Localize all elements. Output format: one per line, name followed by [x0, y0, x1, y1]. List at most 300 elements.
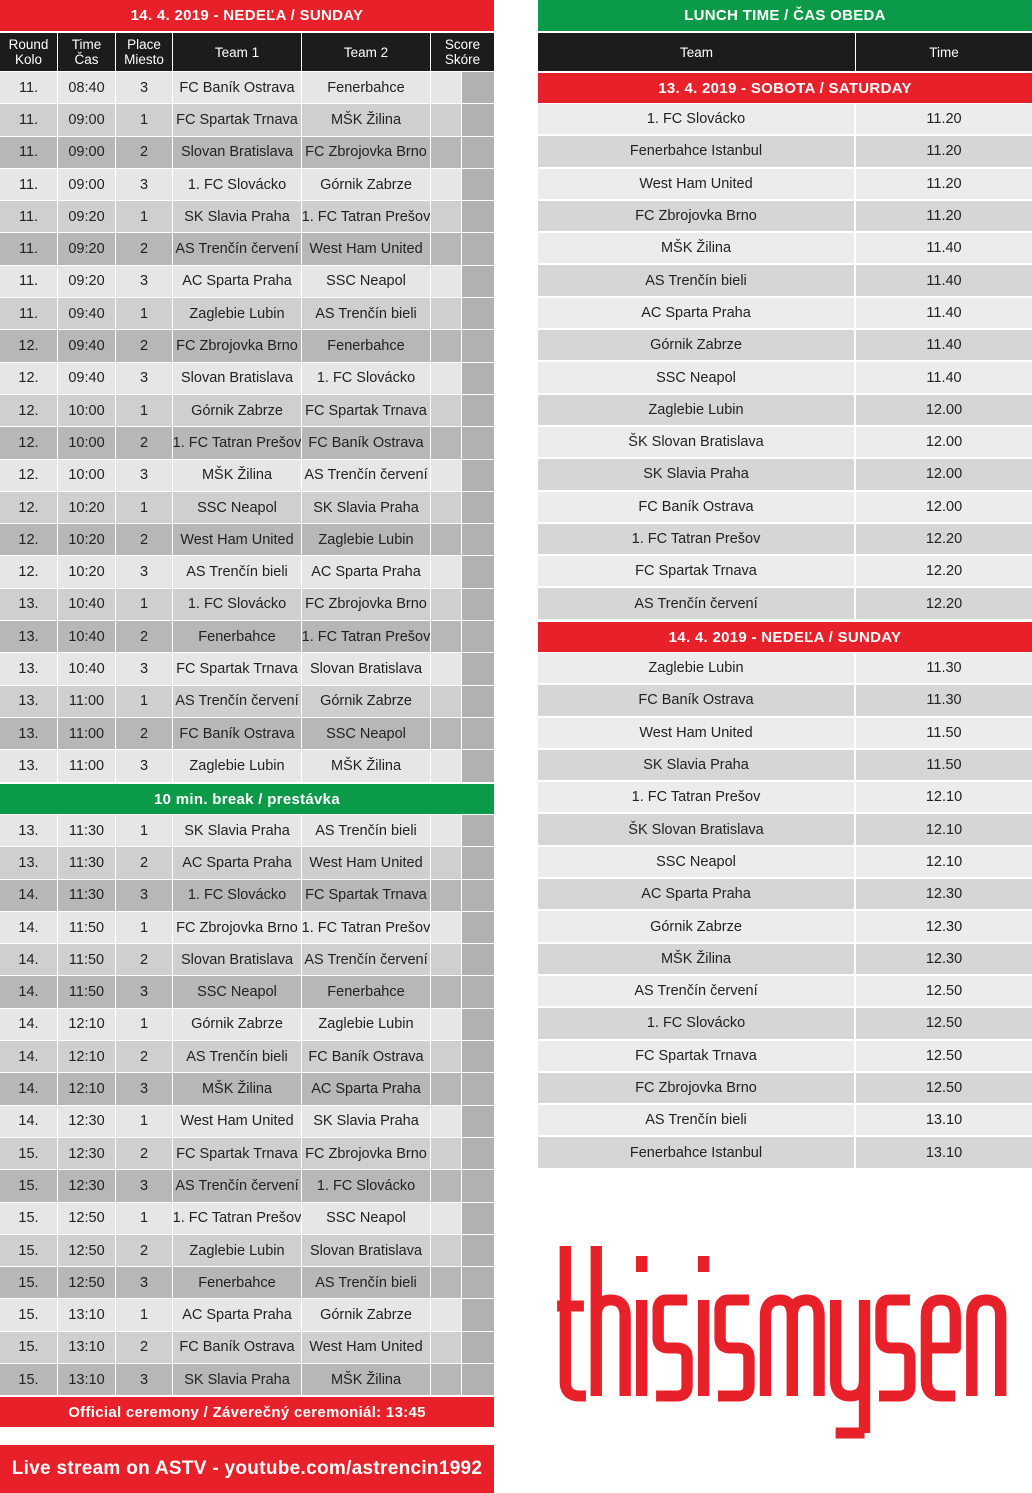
lunch-team-cell: ŠK Slovan Bratislava — [538, 427, 856, 457]
score-home-cell[interactable] — [431, 621, 462, 652]
score-away-cell[interactable] — [462, 427, 494, 458]
lunch-row — [538, 782, 1032, 814]
team1-cell: West Ham United — [173, 1106, 302, 1137]
lunch-row — [538, 976, 1032, 1008]
place-cell: 2 — [116, 524, 173, 555]
score-away-cell[interactable] — [462, 880, 494, 911]
place-cell: 3 — [116, 1364, 173, 1395]
lunch-time-cell: 12.10 — [925, 789, 963, 806]
schedule-table-part1 — [0, 72, 494, 783]
round-cell: 15. — [0, 1364, 58, 1395]
lunch-team-cell: SSC Neapol — [538, 847, 856, 877]
header-score: Score Skóre — [444, 37, 481, 67]
round-cell: 12. — [0, 395, 58, 426]
lunch-row — [538, 1008, 1032, 1040]
lunch-sunday-table — [538, 653, 1032, 1170]
time-cell: 10:40 — [58, 653, 116, 684]
score-home-cell[interactable] — [431, 1073, 462, 1104]
place-cell: 2 — [116, 137, 173, 168]
match-row — [0, 750, 494, 782]
time-cell: 12:50 — [58, 1235, 116, 1266]
place-cell: 3 — [116, 266, 173, 297]
round-cell: 12. — [0, 460, 58, 491]
round-cell: 12. — [0, 330, 58, 361]
lunch-saturday-title: 13. 4. 2019 - SOBOTA / SATURDAY — [538, 73, 1032, 103]
score-away-cell[interactable] — [462, 1203, 494, 1234]
score-home-cell[interactable] — [431, 653, 462, 684]
round-cell: 11. — [0, 104, 58, 135]
score-away-cell[interactable] — [462, 363, 494, 394]
team2-cell: West Ham United — [302, 847, 431, 878]
lunch-team-cell: West Ham United — [538, 718, 856, 748]
place-cell: 1 — [116, 912, 173, 943]
score-away-cell[interactable] — [462, 492, 494, 523]
round-cell: 14. — [0, 1073, 58, 1104]
place-cell: 1 — [116, 1203, 173, 1234]
score-away-cell[interactable] — [462, 621, 494, 652]
place-cell: 1 — [116, 1299, 173, 1330]
round-cell: 13. — [0, 718, 58, 749]
match-row — [0, 1170, 494, 1202]
place-cell: 1 — [116, 201, 173, 232]
lunch-team-cell: FC Zbrojovka Brno — [538, 201, 856, 231]
score-away-cell[interactable] — [462, 912, 494, 943]
lunch-team-cell: SSC Neapol — [538, 362, 856, 392]
score-away-cell[interactable] — [462, 556, 494, 587]
score-away-cell[interactable] — [462, 137, 494, 168]
score-home-cell[interactable] — [431, 330, 462, 361]
lunch-row — [538, 298, 1032, 330]
team1-cell: Górnik Zabrze — [173, 395, 302, 426]
match-row — [0, 524, 494, 556]
round-cell: 14. — [0, 1106, 58, 1137]
score-away-cell[interactable] — [462, 653, 494, 684]
time-cell: 09:20 — [58, 266, 116, 297]
header-team1: Team 1 — [173, 33, 302, 71]
round-cell: 15. — [0, 1299, 58, 1330]
score-away-cell[interactable] — [462, 815, 494, 846]
score-home-cell[interactable] — [431, 427, 462, 458]
lunch-team-cell: FC Baník Ostrava — [538, 685, 856, 715]
match-row — [0, 363, 494, 395]
place-cell: 2 — [116, 330, 173, 361]
score-away-cell[interactable] — [462, 1138, 494, 1169]
lunch-time-cell: 12.20 — [925, 563, 963, 580]
score-away-cell[interactable] — [462, 330, 494, 361]
score-away-cell[interactable] — [462, 1073, 494, 1104]
lunch-row — [538, 330, 1032, 362]
round-cell: 12. — [0, 556, 58, 587]
time-cell: 09:00 — [58, 137, 116, 168]
score-home-cell[interactable] — [431, 1267, 462, 1298]
team1-cell: SSC Neapol — [173, 492, 302, 523]
score-away-cell[interactable] — [462, 976, 494, 1007]
team1-cell: AS Trenčín bieli — [173, 556, 302, 587]
place-cell: 2 — [116, 1332, 173, 1363]
score-home-cell[interactable] — [431, 1041, 462, 1072]
team1-cell: Slovan Bratislava — [173, 137, 302, 168]
match-row — [0, 718, 494, 750]
place-cell: 3 — [116, 460, 173, 491]
schedule-table-part2 — [0, 815, 494, 1396]
time-cell: 09:00 — [58, 169, 116, 200]
team2-cell: West Ham United — [302, 233, 431, 264]
team2-cell: Zaglebie Lubin — [302, 524, 431, 555]
match-row — [0, 137, 494, 169]
lunch-team-cell: 1. FC Slovácko — [538, 104, 856, 134]
time-cell: 10:00 — [58, 427, 116, 458]
score-away-cell[interactable] — [462, 169, 494, 200]
score-home-cell[interactable] — [431, 718, 462, 749]
team1-cell: AS Trenčín červení — [173, 1170, 302, 1201]
team1-cell: Slovan Bratislava — [173, 944, 302, 975]
score-home-cell[interactable] — [431, 169, 462, 200]
match-row — [0, 912, 494, 944]
schedule-header — [0, 33, 494, 71]
team1-cell: Górnik Zabrze — [173, 1009, 302, 1040]
score-away-cell[interactable] — [462, 201, 494, 232]
team2-cell: FC Zbrojovka Brno — [302, 589, 431, 620]
score-home-cell[interactable] — [431, 847, 462, 878]
lunch-team-cell: AS Trenčín červení — [538, 588, 856, 618]
header-team2: Team 2 — [302, 33, 431, 71]
score-home-cell[interactable] — [431, 201, 462, 232]
lunch-team-cell: 1. FC Tatran Prešov — [538, 524, 856, 554]
lunch-team-cell: 1. FC Slovácko — [538, 1008, 856, 1038]
round-cell: 15. — [0, 1138, 58, 1169]
lunch-team-cell: AC Sparta Praha — [538, 298, 856, 328]
time-cell: 13:10 — [58, 1364, 116, 1395]
lunch-team-cell: 1. FC Tatran Prešov — [538, 782, 856, 812]
logo-letter — [879, 1300, 910, 1396]
match-row — [0, 1041, 494, 1073]
score-away-cell[interactable] — [462, 72, 494, 103]
match-row — [0, 589, 494, 621]
score-away-cell[interactable] — [462, 750, 494, 781]
score-home-cell[interactable] — [431, 233, 462, 264]
logo-letter — [926, 1300, 955, 1396]
team1-cell: FC Baník Ostrava — [173, 72, 302, 103]
team2-cell: AS Trenčín bieli — [302, 1267, 431, 1298]
team1-cell: West Ham United — [173, 524, 302, 555]
place-cell: 3 — [116, 72, 173, 103]
team2-cell: FC Baník Ostrava — [302, 1041, 431, 1072]
match-row — [0, 880, 494, 912]
score-away-cell[interactable] — [462, 298, 494, 329]
round-cell: 12. — [0, 427, 58, 458]
lunch-row — [538, 265, 1032, 297]
score-away-cell[interactable] — [462, 1267, 494, 1298]
score-home-cell[interactable] — [431, 1332, 462, 1363]
score-away-cell[interactable] — [462, 524, 494, 555]
lunch-row — [538, 1041, 1032, 1073]
lunch-time-cell: 12.00 — [925, 466, 963, 483]
team1-cell: Slovan Bratislava — [173, 363, 302, 394]
time-cell: 09:40 — [58, 298, 116, 329]
score-home-cell[interactable] — [431, 395, 462, 426]
team1-cell: Fenerbahce — [173, 621, 302, 652]
team2-cell: 1. FC Tatran Prešov — [302, 912, 431, 943]
time-cell: 10:00 — [58, 460, 116, 491]
score-home-cell[interactable] — [431, 104, 462, 135]
match-row — [0, 233, 494, 265]
lunch-row — [538, 1137, 1032, 1169]
score-away-cell[interactable] — [462, 1009, 494, 1040]
round-cell: 11. — [0, 201, 58, 232]
match-row — [0, 460, 494, 492]
team1-cell: AC Sparta Praha — [173, 847, 302, 878]
match-row — [0, 298, 494, 330]
score-away-cell[interactable] — [462, 686, 494, 717]
match-row — [0, 1332, 494, 1364]
match-row — [0, 330, 494, 362]
place-cell: 2 — [116, 847, 173, 878]
round-cell: 14. — [0, 1041, 58, 1072]
lunch-time-cell: 11.40 — [926, 369, 962, 386]
team1-cell: SK Slavia Praha — [173, 201, 302, 232]
lunch-row — [538, 169, 1032, 201]
team1-cell: SSC Neapol — [173, 976, 302, 1007]
match-row — [0, 1364, 494, 1396]
score-away-cell[interactable] — [462, 1364, 494, 1395]
score-home-cell[interactable] — [431, 1106, 462, 1137]
place-cell: 1 — [116, 589, 173, 620]
match-row — [0, 395, 494, 427]
match-row — [0, 72, 494, 104]
lunch-row — [538, 911, 1032, 943]
score-away-cell[interactable] — [462, 1170, 494, 1201]
score-home-cell[interactable] — [431, 1203, 462, 1234]
match-row — [0, 1073, 494, 1105]
score-home-cell[interactable] — [431, 976, 462, 1007]
lunch-header — [538, 33, 1032, 71]
score-away-cell[interactable] — [462, 395, 494, 426]
lunch-row — [538, 233, 1032, 265]
score-home-cell[interactable] — [431, 556, 462, 587]
score-away-cell[interactable] — [462, 460, 494, 491]
round-cell: 13. — [0, 653, 58, 684]
score-away-cell[interactable] — [462, 589, 494, 620]
round-cell: 14. — [0, 1009, 58, 1040]
match-row — [0, 266, 494, 298]
lunch-row — [538, 492, 1032, 524]
lunch-team-cell: Górnik Zabrze — [538, 911, 856, 941]
round-cell: 11. — [0, 169, 58, 200]
score-away-cell[interactable] — [462, 1106, 494, 1137]
score-away-cell[interactable] — [462, 944, 494, 975]
team1-cell: AS Trenčín červení — [173, 233, 302, 264]
match-row — [0, 1009, 494, 1041]
place-cell: 2 — [116, 1235, 173, 1266]
match-row — [0, 492, 494, 524]
logo-letter — [836, 1300, 865, 1433]
lunch-row — [538, 104, 1032, 136]
round-cell: 11. — [0, 137, 58, 168]
team2-cell: AS Trenčín bieli — [302, 298, 431, 329]
team2-cell: MŠK Žilina — [302, 750, 431, 781]
lunch-time-cell: 11.40 — [926, 240, 962, 257]
lunch-team-cell: MŠK Žilina — [538, 944, 856, 974]
time-cell: 12:10 — [58, 1073, 116, 1104]
time-cell: 11:30 — [58, 815, 116, 846]
match-row — [0, 1106, 494, 1138]
score-away-cell[interactable] — [462, 1332, 494, 1363]
team2-cell: MŠK Žilina — [302, 1364, 431, 1395]
score-home-cell[interactable] — [431, 72, 462, 103]
lunch-team-cell: SK Slavia Praha — [538, 750, 856, 780]
lunch-row — [538, 362, 1032, 394]
score-home-cell[interactable] — [431, 266, 462, 297]
lunch-team-cell: FC Baník Ostrava — [538, 492, 856, 522]
time-cell: 09:20 — [58, 233, 116, 264]
score-home-cell[interactable] — [431, 1170, 462, 1201]
logo-letter — [972, 1300, 1001, 1396]
team1-cell: Zaglebie Lubin — [173, 298, 302, 329]
team2-cell: Fenerbahce — [302, 330, 431, 361]
round-cell: 13. — [0, 621, 58, 652]
match-row — [0, 169, 494, 201]
place-cell: 1 — [116, 1009, 173, 1040]
score-away-cell[interactable] — [462, 1041, 494, 1072]
score-home-cell[interactable] — [431, 686, 462, 717]
time-cell: 12:50 — [58, 1267, 116, 1298]
match-row — [0, 815, 494, 847]
lunch-time-cell: 11.50 — [926, 757, 962, 774]
time-cell: 13:10 — [58, 1332, 116, 1363]
score-home-cell[interactable] — [431, 1009, 462, 1040]
score-home-cell[interactable] — [431, 750, 462, 781]
lunch-team-cell: FC Spartak Trnava — [538, 1041, 856, 1071]
lunch-time-cell: 11.20 — [926, 175, 962, 192]
score-home-cell[interactable] — [431, 1299, 462, 1330]
match-row — [0, 201, 494, 233]
round-cell: 14. — [0, 976, 58, 1007]
round-cell: 14. — [0, 912, 58, 943]
match-row — [0, 556, 494, 588]
round-cell: 13. — [0, 847, 58, 878]
team1-cell: Zaglebie Lubin — [173, 750, 302, 781]
place-cell: 2 — [116, 427, 173, 458]
round-cell: 11. — [0, 266, 58, 297]
time-cell: 11:50 — [58, 976, 116, 1007]
team1-cell: AC Sparta Praha — [173, 1299, 302, 1330]
score-home-cell[interactable] — [431, 524, 462, 555]
lunch-team-cell: Zaglebie Lubin — [538, 653, 856, 683]
team1-cell: 1. FC Slovácko — [173, 589, 302, 620]
score-home-cell[interactable] — [431, 137, 462, 168]
header-place: Place Miesto — [116, 33, 173, 71]
lunch-time-cell: 11.20 — [926, 143, 962, 160]
score-away-cell[interactable] — [462, 847, 494, 878]
lunch-time-cell: 11.50 — [926, 724, 962, 741]
team2-cell: Fenerbahce — [302, 72, 431, 103]
score-home-cell[interactable] — [431, 589, 462, 620]
match-row — [0, 1235, 494, 1267]
time-cell: 09:40 — [58, 330, 116, 361]
time-cell: 10:20 — [58, 492, 116, 523]
place-cell: 3 — [116, 169, 173, 200]
time-cell: 10:20 — [58, 524, 116, 555]
score-home-cell[interactable] — [431, 363, 462, 394]
logo-letter — [557, 1246, 586, 1396]
lunch-row — [538, 524, 1032, 556]
score-home-cell[interactable] — [431, 298, 462, 329]
team2-cell: SSC Neapol — [302, 266, 431, 297]
logo-letter — [656, 1300, 687, 1396]
lunch-time-cell: 12.50 — [925, 1015, 963, 1032]
score-home-cell[interactable] — [431, 1364, 462, 1395]
header-time: Time Čas — [58, 33, 116, 71]
place-cell: 1 — [116, 815, 173, 846]
match-row — [0, 653, 494, 685]
lunch-time-cell: 11.40 — [926, 337, 962, 354]
place-cell: 3 — [116, 653, 173, 684]
lunch-row — [538, 814, 1032, 846]
score-home-cell[interactable] — [431, 460, 462, 491]
team2-cell: FC Baník Ostrava — [302, 427, 431, 458]
time-cell: 11:50 — [58, 944, 116, 975]
team2-cell: Fenerbahce — [302, 976, 431, 1007]
lunch-saturday-table — [538, 104, 1032, 621]
score-away-cell[interactable] — [462, 266, 494, 297]
score-away-cell[interactable] — [462, 718, 494, 749]
round-cell: 11. — [0, 298, 58, 329]
lunch-team-cell: Fenerbahce Istanbul — [538, 1137, 856, 1167]
lunch-row — [538, 201, 1032, 233]
lunch-time-cell: 13.10 — [925, 1144, 963, 1161]
score-home-cell[interactable] — [431, 944, 462, 975]
team1-cell: 1. FC Slovácko — [173, 169, 302, 200]
lunch-row — [538, 556, 1032, 588]
team1-cell: 1. FC Slovácko — [173, 880, 302, 911]
score-home-cell[interactable] — [431, 1138, 462, 1169]
score-away-cell[interactable] — [462, 233, 494, 264]
score-away-cell[interactable] — [462, 1235, 494, 1266]
round-cell: 15. — [0, 1267, 58, 1298]
lunch-team-cell: SK Slavia Praha — [538, 459, 856, 489]
score-home-cell[interactable] — [431, 1235, 462, 1266]
time-cell: 09:40 — [58, 363, 116, 394]
round-cell: 14. — [0, 944, 58, 975]
team2-cell: SSC Neapol — [302, 718, 431, 749]
lunch-row — [538, 395, 1032, 427]
match-row — [0, 427, 494, 459]
round-cell: 11. — [0, 233, 58, 264]
place-cell: 1 — [116, 298, 173, 329]
score-away-cell[interactable] — [462, 1299, 494, 1330]
score-home-cell[interactable] — [431, 492, 462, 523]
time-cell: 09:20 — [58, 201, 116, 232]
logo-letter — [596, 1246, 625, 1396]
score-home-cell[interactable] — [431, 815, 462, 846]
team1-cell: AS Trenčín bieli — [173, 1041, 302, 1072]
lunch-time-cell: 12.10 — [925, 853, 963, 870]
time-cell: 12:10 — [58, 1041, 116, 1072]
match-row — [0, 621, 494, 653]
match-row — [0, 847, 494, 879]
score-home-cell[interactable] — [431, 880, 462, 911]
match-row — [0, 976, 494, 1008]
team1-cell: AC Sparta Praha — [173, 266, 302, 297]
time-cell: 11:00 — [58, 750, 116, 781]
team1-cell: Fenerbahce — [173, 1267, 302, 1298]
team2-cell: Górnik Zabrze — [302, 169, 431, 200]
match-row — [0, 104, 494, 136]
score-away-cell[interactable] — [462, 104, 494, 135]
team2-cell: FC Zbrojovka Brno — [302, 1138, 431, 1169]
score-home-cell[interactable] — [431, 912, 462, 943]
team2-cell: Slovan Bratislava — [302, 653, 431, 684]
